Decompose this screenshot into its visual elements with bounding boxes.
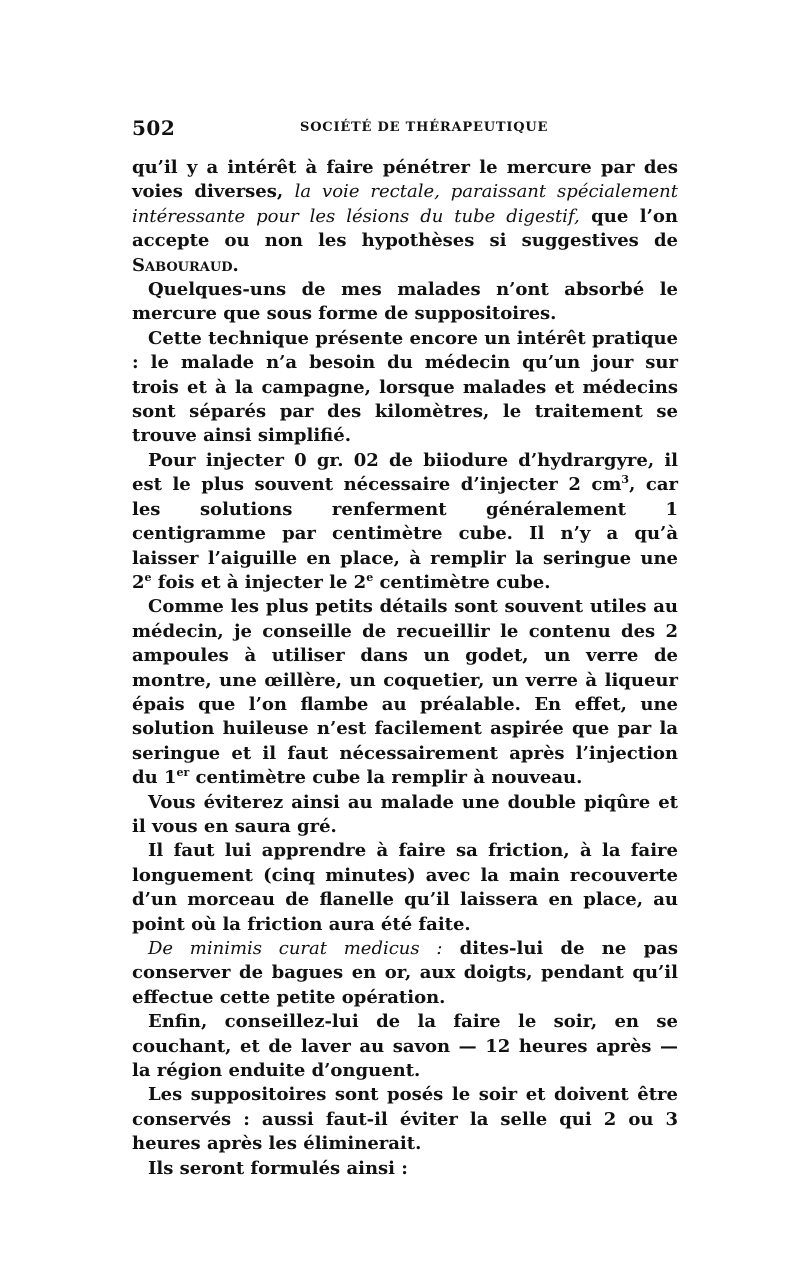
paragraph-2: Quelques-uns de mes malades n’ont absorbé le mercure que sous forme de suppositoires. [132, 279, 678, 325]
paragraph-5-sup-b: er [176, 766, 190, 780]
paragraph-1 [132, 156, 678, 278]
paragraph-4-sup-d: e [144, 570, 152, 584]
paragraph-4-text-g: centimètre cube. [373, 571, 551, 593]
paragraph-5 [132, 595, 678, 790]
paragraph-5-text-c: centimètre cube la remplir à nouveau. [189, 767, 583, 789]
paragraph-11: Ils seront formulés ainsi : [148, 1157, 408, 1179]
paragraph-9: Enfin, conseillez-lui de la faire le soir, en se couchant, et de laver au savon — 12 heures après — la région enduite d’onguent. [132, 1011, 678, 1082]
author-name-sabouraud: Sabouraud [132, 254, 233, 276]
paragraph-1-text-c: que l’on accepte ou non les hypothèses si suggestives de [132, 205, 678, 252]
paragraph-1-text-a: qu’il y a intérêt à faire pénétrer le mercure par des voies diverses, [132, 157, 678, 203]
paragraph-10: Les suppositoires sont posés le soir et doivent être conservés : aussi faut-il éviter la selle qui 2 ou 3 heures après les éliminerait. [132, 1084, 678, 1155]
paragraph-8-text-b: dites-lui de ne pas conserver de bagues en or, aux doigts, pendant qu’il effectue cette petite opération. [132, 938, 678, 1008]
paragraph-8-latin-phrase: De minimis curat medicus : [148, 938, 443, 959]
page-number: 502 [132, 116, 176, 140]
body-text [132, 156, 678, 1181]
paragraph-7: Il faut lui apprendre à faire sa friction, à la faire longuement (cinq minutes) avec la main recouverte d’un morceau de flanelle qu’il laissera en place, au point où la friction aura été faite. [132, 840, 678, 935]
paragraph-1-text-e: . [232, 254, 239, 276]
paragraph-3: Cette technique présente encore un intérêt pratique : le malade n’a besoin du médecin qu’un jour sur trois et à la campagne, lorsque malades et médecins sont séparés par des kilomètres, le traitement se trouve ainsi simplifié. [132, 327, 678, 447]
page-header [132, 116, 676, 140]
paragraph-4-sup-b: 3 [621, 473, 630, 487]
paragraph-4-sup-f: e [366, 570, 374, 584]
paragraph-4-text-c: , car les solutions renferment généralement 1 centigramme par centimètre cube. Il n’y a qu’à laisser l’aiguille en place, à remplir la seringue une 2 [132, 474, 678, 593]
paragraph-4-text-e: fois et à injecter le 2 [151, 571, 367, 593]
paragraph-4 [132, 449, 678, 595]
paragraph-6: Vous éviterez ainsi au malade une double piqûre et il vous en saura gré. [132, 791, 678, 837]
paragraph-5-text-a: Comme les plus petits détails sont souvent utiles au médecin, je conseille de recueillir le contenu des 2 ampoules à utiliser dans un godet, un verre de montre, une œillère, un coquetier, un verre à liqueur épais que l’on flambe au préalable. En effet, une solution huileuse n’est facilement aspirée que par la seringue et il faut nécessairement après l’injection du 1 [132, 596, 678, 789]
running-title: SOCIÉTÉ DE THÉRAPEUTIQUE [300, 120, 549, 135]
paragraph-1-italic: la voie rectale, paraissant spécialement intéressante pour les lésions du tube digestif, [132, 181, 678, 227]
paragraph-4-text-a: Pour injecter 0 gr. 02 de biiodure d’hydrargyre, il est le plus souvent nécessaire d’injecter 2 cm [132, 449, 678, 496]
paragraph-8 [132, 937, 678, 1010]
